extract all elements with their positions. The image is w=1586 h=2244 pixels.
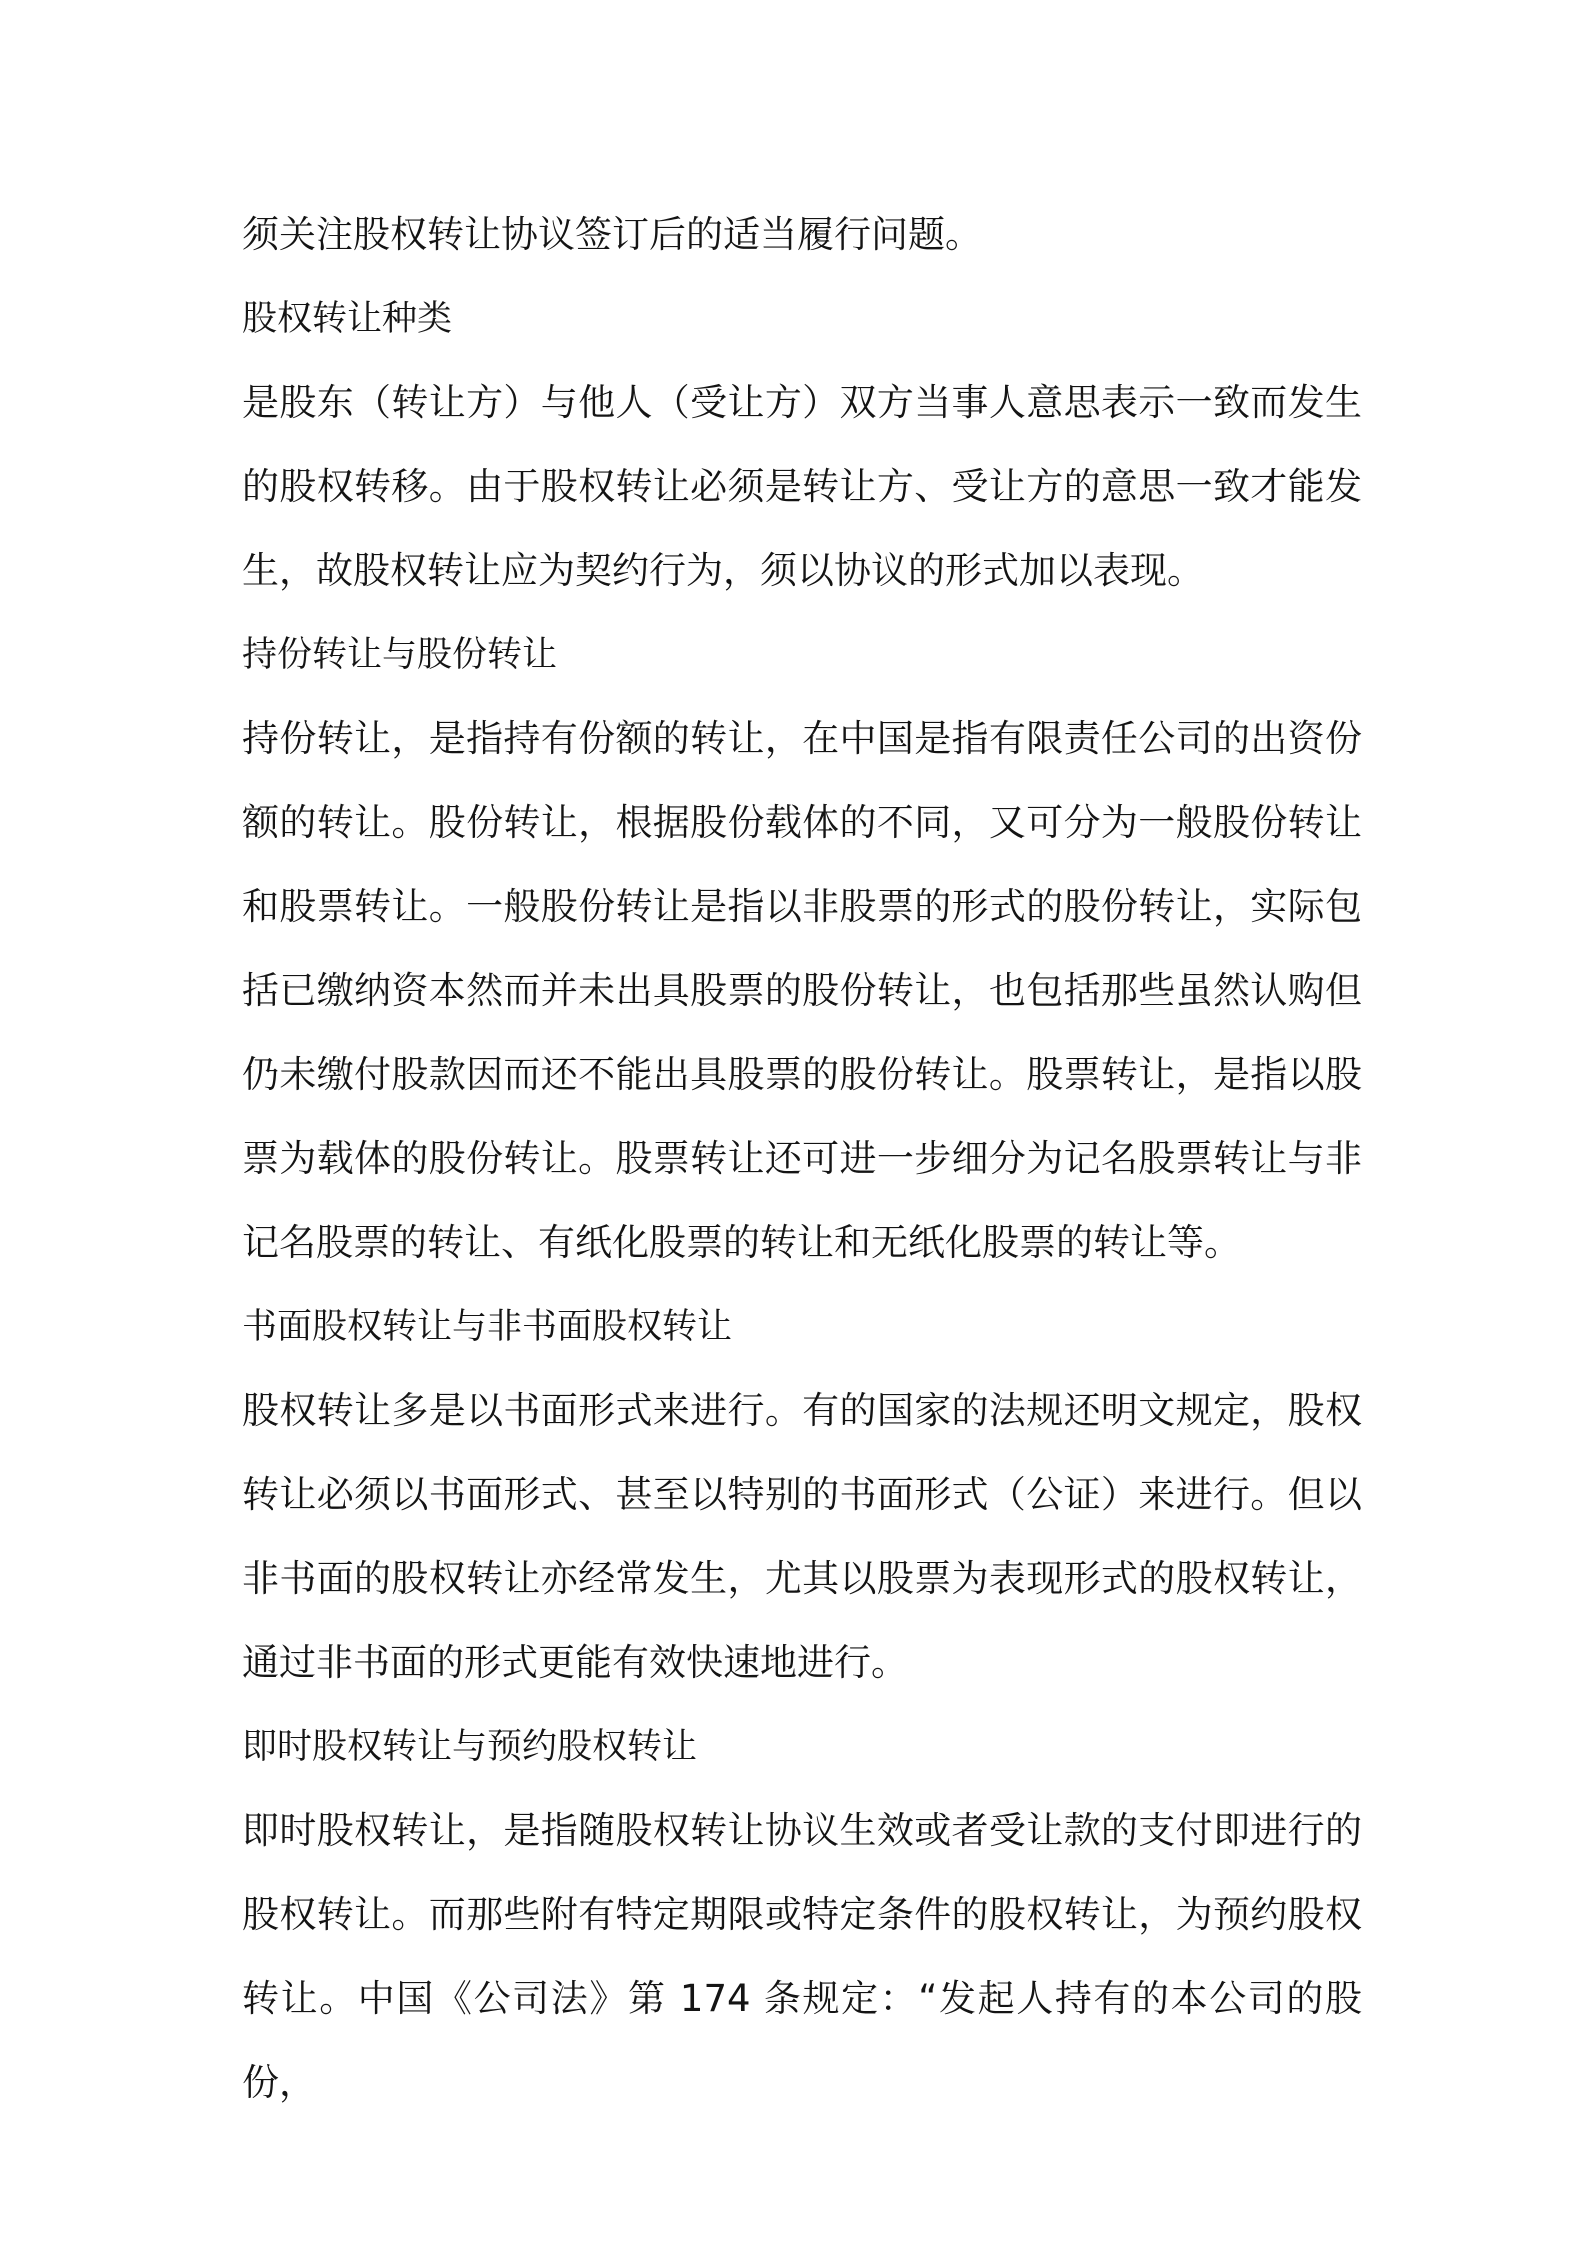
section-heading: 书面股权转让与非书面股权转让 (242, 1307, 733, 1347)
paragraph: 持份转让，是指持有份额的转让，在中国是指有限责任公司的出资份额的转让。股份转让，根据股份载体的不同，又可分为一般股份转让和股票转让。一般股份转让是指以非股票的形式的股份转让，实际包括已缴纳资本然而并未出具股票的股份转让，也包括那些虽然认购但仍未缴付股款因而还不能出具股票的股份转让。股票转让，是指以股票为载体的股份转让。股票转让还可进一步细分为记名股票转让与非记名股票的转让、有纸化股票的转让和无纸化股票的转让等。 (242, 717, 1362, 1264)
document-body (242, 193, 1362, 2125)
paragraph: 须关注股权转让协议签订后的适当履行问题。 (242, 213, 982, 256)
section-heading: 持份转让与股份转让 (242, 635, 558, 675)
paragraph: 是股东（转让方）与他人（受让方）双方当事人意思表示一致而发生的股权转移。由于股权转让必须是转让方、受让方的意思一致才能发生，故股权转让应为契约行为，须以协议的形式加以表现。 (242, 381, 1362, 592)
section-heading: 股权转让种类 (242, 299, 453, 339)
paragraph: 股权转让多是以书面形式来进行。有的国家的法规还明文规定，股权转让必须以书面形式、甚至以特别的书面形式（公证）来进行。但以非书面的股权转让亦经常发生，尤其以股票为表现形式的股权转让，通过非书面的形式更能有效快速地进行。 (242, 1389, 1362, 1684)
paragraph: 即时股权转让，是指随股权转让协议生效或者受让款的支付即进行的股权转让。而那些附有特定期限或特定条件的股权转让，为预约股权转让。中国《公司法》第 174 条规定：“发起人持有的本公司的股份， (242, 1809, 1362, 2104)
section-heading: 即时股权转让与预约股权转让 (242, 1727, 698, 1767)
